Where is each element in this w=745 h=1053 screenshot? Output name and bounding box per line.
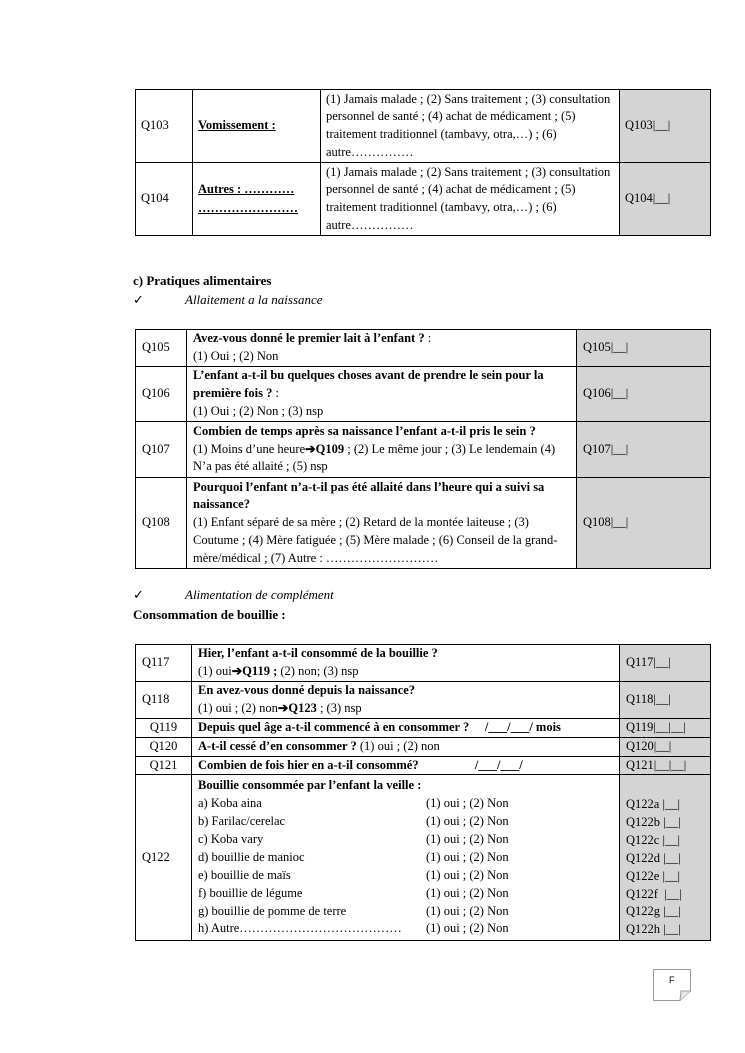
table-row	[136, 719, 711, 738]
question-code: Q103	[136, 90, 193, 163]
checkmark-icon: ✓	[133, 587, 144, 602]
table-row	[136, 478, 711, 569]
question-code: Q122	[136, 775, 192, 941]
question-text: En avez-vous donné depuis la naissance? (1) oui ; (2) non➔Q123 ; (3) nsp	[192, 682, 620, 719]
subsection-heading: ✓ Allaitement a la naissance	[133, 291, 323, 309]
question-code: Q108	[136, 478, 187, 569]
answer-box[interactable]: Q107|__|	[577, 422, 711, 478]
answer-options: (1) oui ; (2) Non	[426, 813, 509, 828]
answer-options: (1) oui ; (2) Non	[426, 903, 509, 918]
page-mark	[653, 969, 691, 1001]
answer-box[interactable]: Q106|__|	[577, 367, 711, 422]
question-text: Hier, l’enfant a-t-il consommé de la bouillie ? (1) oui➔Q119 ; (2) non; (3) nsp	[192, 645, 620, 682]
question-code: Q121	[136, 756, 192, 775]
question-text: Pourquoi l’enfant n’a-t-il pas été allaité dans l’heure qui a suivi sa naissance? (1) Enfant séparé de sa mère ; (2) Retard de la montée laiteuse ; (3) Coutume ; (4) Mère fatiguée ; (5) Mère malade ; (6) Conseil de la grand-mère/médical ; (7) Autre : ………………………	[187, 478, 577, 569]
table-row	[136, 367, 711, 422]
answer-box[interactable]: Q122f |__|	[626, 886, 682, 901]
table-row	[136, 682, 711, 719]
question-label: Autres : ………… ……………………	[193, 163, 321, 236]
answer-box[interactable]: Q122c |__|	[626, 832, 680, 847]
subsection-heading: ✓ Alimentation de complément	[133, 586, 334, 604]
table-row	[136, 775, 711, 941]
list-item: h) Autre…………………………………	[198, 921, 402, 936]
checkmark-icon: ✓	[133, 292, 144, 307]
question-code: Q104	[136, 163, 193, 236]
question-text: Avez-vous donné le premier lait à l’enfant ? : (1) Oui ; (2) Non	[187, 330, 577, 367]
question-code: Q106	[136, 367, 187, 422]
question-text: Depuis quel âge a-t-il commencé à en consommer ? /___/___/ mois	[192, 719, 620, 738]
answer-box[interactable]: Q122a |__|	[626, 797, 680, 811]
list-item: c) Koba vary	[198, 831, 264, 846]
question-label: Vomissement :	[193, 90, 321, 163]
table-row	[136, 90, 711, 163]
question-code: Q105	[136, 330, 187, 367]
arrow-icon: ➔	[305, 441, 316, 456]
section-title: Consommation de bouillie :	[133, 607, 286, 622]
question-text: Combien de temps après sa naissance l’enfant a-t-il pris le sein ? (1) Moins d’une heure➔Q109 ; (2) Le même jour ; (3) Le lendemain (4) N’a pas été allaité ; (5) nsp	[187, 422, 577, 478]
arrow-icon: ➔	[277, 701, 289, 715]
section-title: c) Pratiques alimentaires	[133, 273, 272, 288]
table-row	[136, 163, 711, 236]
answer-options: (1) oui ; (2) Non	[426, 867, 509, 882]
answer-box[interactable]: Q103|__|	[620, 90, 711, 163]
list-item: a) Koba aina	[198, 796, 262, 811]
answer-box[interactable]: Q120|__|	[620, 737, 711, 756]
porridge-list	[198, 795, 613, 938]
table-row	[136, 645, 711, 682]
answer-options: (1) oui ; (2) Non	[426, 849, 509, 864]
answer-box[interactable]: Q122d |__|	[626, 850, 681, 865]
answer-box[interactable]: Q105|__|	[577, 330, 711, 367]
answer-options: (1) oui ; (2) Non	[426, 831, 509, 846]
answer-options: (1) Jamais malade ; (2) Sans traitement ; (3) consultation personnel de santé ; (4) achat de médicament ; (5) traitement traditionnel (tambavy, otra,…) ; (6) autre……………	[321, 90, 620, 163]
answer-box[interactable]: Q104|__|	[620, 163, 711, 236]
answer-options: (1) oui ; (2) Non	[426, 921, 509, 936]
answer-box[interactable]: Q108|__|	[577, 478, 711, 569]
answer-options: (1) oui ; (2) Non	[426, 885, 509, 900]
question-text: Combien de fois hier en a-t-il consommé? /___/___/	[192, 756, 620, 775]
answer-box[interactable]: Q122g |__|	[626, 904, 681, 919]
list-item: b) Farilac/cerelac	[198, 813, 286, 828]
list-item: g) bouillie de pomme de terre	[198, 903, 347, 918]
answer-box[interactable]: Q121|__|__|	[620, 756, 711, 775]
answer-box[interactable]: Q117|__|	[620, 645, 711, 682]
answer-options: (1) oui ; (2) Non	[426, 796, 509, 811]
table-row	[136, 422, 711, 478]
question-text: L’enfant a-t-il bu quelques choses avant de prendre le sein pour la première fois ? : (1) Oui ; (2) Non ; (3) nsp	[187, 367, 577, 422]
symptoms-table	[135, 89, 711, 236]
porridge-table	[135, 644, 711, 941]
table-row	[136, 737, 711, 756]
question-code: Q120	[136, 737, 192, 756]
question-text: Bouillie consommée par l’enfant la veille : a) Koba aina (1) oui ; (2) Non b) Farilac/cerelac (1) oui ; (2) Non c) Koba vary (1) oui ; (2) Non d) bouillie de manioc (1) oui ; (2) Non e) bouillie de maïs (1) oui ; (2) Non f) bouillie de légume (1) oui ; (2) Non g) bouillie de pomme de terre (1) oui ; (2) Non h) Autre………………………………… (1) oui ; (2) Non	[192, 775, 620, 941]
answer-box[interactable]: Q122e |__|	[626, 868, 680, 883]
list-item: d) bouillie de manioc	[198, 849, 305, 864]
breastfeeding-table	[135, 329, 711, 569]
question-code: Q119	[136, 719, 192, 738]
table-row	[136, 330, 711, 367]
answer-box-group	[620, 775, 711, 941]
question-code: Q117	[136, 645, 192, 682]
answer-box[interactable]: Q119|__|__|	[620, 719, 711, 738]
list-item: e) bouillie de maïs	[198, 867, 291, 882]
arrow-icon: ➔	[231, 664, 243, 678]
answer-box[interactable]: Q122h |__|	[626, 922, 681, 937]
table-row	[136, 756, 711, 775]
question-text: A-t-il cessé d’en consommer ? (1) oui ; (2) non	[192, 737, 620, 756]
list-item: f) bouillie de légume	[198, 885, 303, 900]
page-mark-label: F	[669, 975, 675, 985]
question-code: Q107	[136, 422, 187, 478]
answer-box[interactable]: Q122b |__|	[626, 814, 681, 829]
question-code: Q118	[136, 682, 192, 719]
answer-options: (1) Jamais malade ; (2) Sans traitement ; (3) consultation personnel de santé ; (4) achat de médicament ; (5) traitement traditionnel (tambavy, otra,…) ; (6) autre……………	[321, 163, 620, 236]
answer-box[interactable]: Q118|__|	[620, 682, 711, 719]
